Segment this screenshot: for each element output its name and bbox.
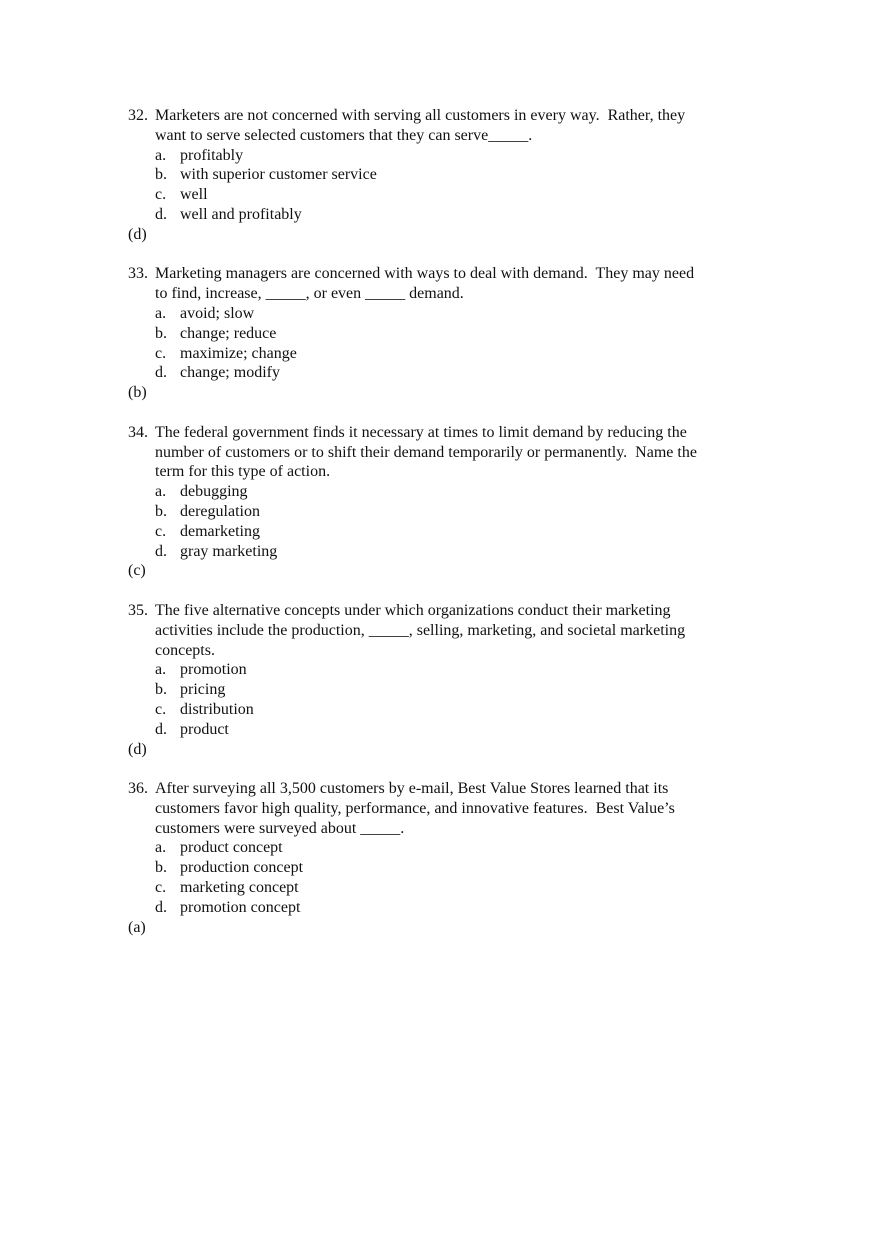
stem-line: The five alternative concepts under which organizations conduct their marketing (155, 601, 671, 619)
answer-key: (d) (128, 225, 147, 243)
question-34 (128, 423, 748, 581)
question-number: 33. (128, 265, 148, 283)
stem-line: Marketers are not concerned with serving all customers in every way. Rather, they (155, 107, 686, 124)
option-letter: c. (155, 879, 167, 897)
answer-option (128, 838, 748, 858)
option-letter: d. (155, 720, 167, 738)
option-letter: c. (155, 186, 167, 204)
option-letter: a. (155, 304, 167, 322)
stem-line: customers favor high quality, performance, and innovative features. Best Value’s (155, 799, 675, 817)
answer-option (128, 700, 748, 720)
answer-option (128, 542, 748, 562)
option-text: change; modify (180, 364, 280, 382)
option-text: promotion concept (180, 898, 301, 916)
option-text: with superior customer service (180, 166, 377, 184)
option-letter: d. (155, 542, 167, 560)
question-stem (128, 423, 748, 482)
question-stem (128, 601, 748, 660)
option-letter: b. (155, 859, 167, 877)
option-letter: a. (155, 661, 167, 679)
option-text: marketing concept (180, 879, 299, 897)
answer-option (128, 304, 748, 324)
option-text: product concept (180, 839, 283, 857)
option-text: well and profitably (180, 205, 302, 223)
answer-option (128, 146, 748, 166)
question-stem (128, 106, 748, 146)
option-letter: b. (155, 681, 167, 699)
answer-option (128, 522, 748, 542)
option-text: production concept (180, 859, 304, 877)
option-text: distribution (180, 700, 254, 718)
answer-option (128, 205, 748, 225)
answer-key: (a) (128, 918, 146, 936)
option-letter: b. (155, 324, 167, 342)
option-text: deregulation (180, 502, 260, 520)
question-number: 34. (128, 423, 148, 441)
stem-line: The federal government finds it necessary at times to limit demand by reducing the (155, 423, 687, 441)
answer-option (128, 720, 748, 740)
option-letter: a. (155, 483, 167, 501)
answer-option (128, 482, 748, 502)
option-text: maximize; change (180, 344, 297, 362)
option-letter: a. (155, 146, 167, 164)
option-letter: b. (155, 166, 167, 184)
answer-option (128, 324, 748, 344)
answer-option (128, 344, 748, 364)
stem-line: customers were surveyed about _____. (155, 819, 405, 837)
document-body (128, 106, 748, 957)
question-number: 36. (128, 780, 148, 798)
answer-option (128, 898, 748, 918)
answer-option (128, 363, 748, 383)
question-36 (128, 779, 748, 937)
option-text: pricing (180, 681, 226, 699)
option-letter: d. (155, 898, 167, 916)
option-letter: a. (155, 839, 167, 857)
answer-option (128, 878, 748, 898)
answer-key: (b) (128, 384, 147, 402)
answer-option (128, 185, 748, 205)
option-text: profitably (180, 146, 244, 164)
stem-line: want to serve selected customers that they can serve_____. (155, 126, 533, 144)
stem-line: concepts. (155, 641, 215, 659)
option-text: well (180, 186, 208, 204)
question-35 (128, 601, 748, 759)
option-text: gray marketing (180, 542, 278, 560)
question-stem (128, 264, 748, 304)
question-number: 35. (128, 601, 148, 619)
stem-line: activities include the production, _____, selling, marketing, and societal marketing (155, 621, 686, 639)
answer-option (128, 502, 748, 522)
answer-option (128, 858, 748, 878)
option-letter: d. (155, 205, 167, 223)
stem-line: number of customers or to shift their demand temporarily or permanently. Name the (155, 443, 697, 461)
option-text: product (180, 720, 229, 738)
option-letter: d. (155, 364, 167, 382)
question-33 (128, 264, 748, 403)
option-letter: c. (155, 522, 167, 540)
stem-line: term for this type of action. (155, 463, 331, 481)
stem-line: Marketing managers are concerned with ways to deal with demand. They may need (155, 265, 695, 283)
question-32 (128, 106, 748, 245)
option-text: demarketing (180, 522, 260, 540)
question-stem (128, 779, 748, 838)
option-text: avoid; slow (180, 304, 255, 322)
answer-key: (d) (128, 740, 147, 758)
option-letter: b. (155, 502, 167, 520)
option-letter: c. (155, 344, 167, 362)
question-number: 32. (128, 107, 148, 124)
stem-line: After surveying all 3,500 customers by e-mail, Best Value Stores learned that its (155, 780, 669, 798)
answer-key: (c) (128, 562, 146, 580)
answer-option (128, 165, 748, 185)
stem-line: to find, increase, _____, or even _____ demand. (155, 285, 464, 303)
answer-option (128, 680, 748, 700)
answer-option (128, 660, 748, 680)
option-letter: c. (155, 700, 167, 718)
option-text: promotion (180, 661, 247, 679)
option-text: change; reduce (180, 324, 277, 342)
option-text: debugging (180, 483, 248, 501)
